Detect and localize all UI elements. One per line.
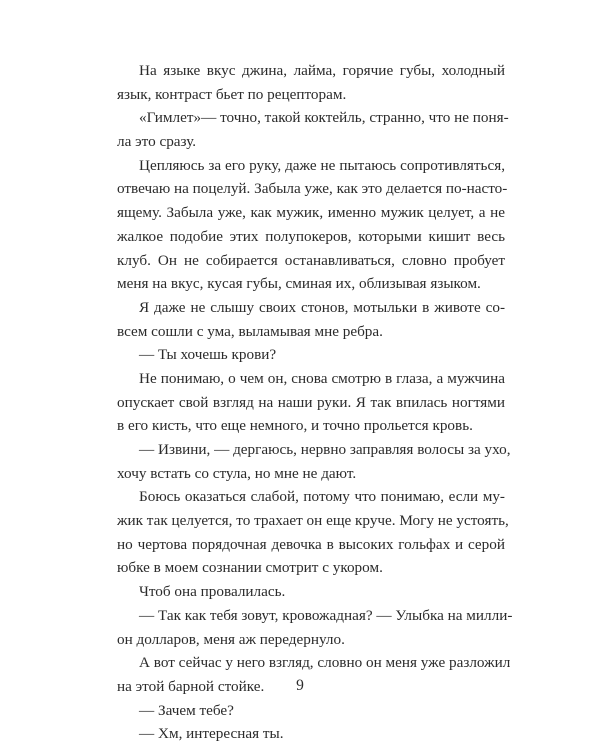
paragraph: [117, 59, 505, 106]
text-line: юбке в моем сознании смотрит с укором.: [117, 559, 383, 577]
text-line: Не понимаю, о чем он, снова смотрю в глаза, а мужчина: [139, 369, 505, 387]
text-line: Я даже не слышу своих стонов, мотыльки в животе со-: [139, 298, 505, 316]
text-line: жалкое подобие этих полупокеров, которыми кишит весь: [117, 227, 505, 245]
text-line: «Гимлет»— точно, такой коктейль, странно, что не поня-: [139, 109, 509, 127]
paragraph: [117, 438, 511, 485]
text-line: — Так как тебя зовут, кровожадная? — Улыбка на милли-: [139, 606, 513, 624]
paragraph: [117, 485, 509, 580]
page-body: [117, 59, 513, 746]
text-line: На языке вкус джина, лайма, горячие губы, холодный: [139, 62, 505, 79]
text-line: жик так целуется, то трахает он еще круче. Могу не устоять,: [117, 512, 509, 530]
text-line: всем сошли с ума, выламывая мне ребра.: [117, 322, 383, 340]
text-line: меня на вкус, кусая губы, сминая их, облизывая языком.: [117, 275, 481, 293]
text-line: клуб. Он не собирается останавливаться, словно пробует: [117, 251, 505, 269]
paragraph: [117, 722, 505, 746]
text-line: на этой барной стойке.: [117, 677, 265, 695]
text-line: — Зачем тебе?: [139, 701, 234, 719]
paragraph: [117, 343, 505, 367]
text-line: ла это сразу.: [117, 133, 197, 151]
paragraph: [117, 296, 505, 343]
text-line: отвечаю на поцелуй. Забыла уже, как это делается по-насто-: [117, 180, 508, 198]
text-line: ящему. Забыла уже, как мужик, именно мужик целует, а не: [117, 204, 505, 222]
text-line: но чертова порядочная девочка в высоких гольфах и серой: [117, 535, 505, 553]
paragraph: [117, 699, 505, 723]
text-line: — Хм, интересная ты.: [139, 725, 284, 743]
text-line: — Ты хочешь крови?: [139, 346, 277, 364]
text-line: Цепляюсь за его руку, даже не пытаюсь сопротивляться,: [139, 156, 505, 174]
text-line: — Извини, — дергаюсь, нервно заправляя волосы за ухо,: [139, 441, 511, 458]
paragraph: [117, 604, 513, 651]
paragraph: [117, 580, 505, 604]
text-line: Боюсь оказаться слабой, потому что понимаю, если му-: [139, 488, 505, 506]
text-line: Чтоб она провалилась.: [139, 583, 286, 601]
text-line: А вот сейчас у него взгляд, словно он меня уже разложил: [139, 654, 511, 672]
text-line: язык, контраст бьет по рецепторам.: [117, 85, 347, 103]
paragraph: [117, 106, 509, 153]
paragraph: [117, 367, 505, 438]
page-number: 9: [296, 677, 304, 694]
paragraph: [117, 154, 508, 296]
text-line: хочу встать со стула, но мне не дают.: [117, 464, 357, 482]
text-line: опускает свой взгляд на наши руки. Я так впилась ногтями: [117, 393, 505, 411]
text-line: он долларов, меня аж передернуло.: [117, 630, 345, 648]
text-line: в его кисть, что еще немного, и точно прольется кровь.: [117, 417, 473, 435]
